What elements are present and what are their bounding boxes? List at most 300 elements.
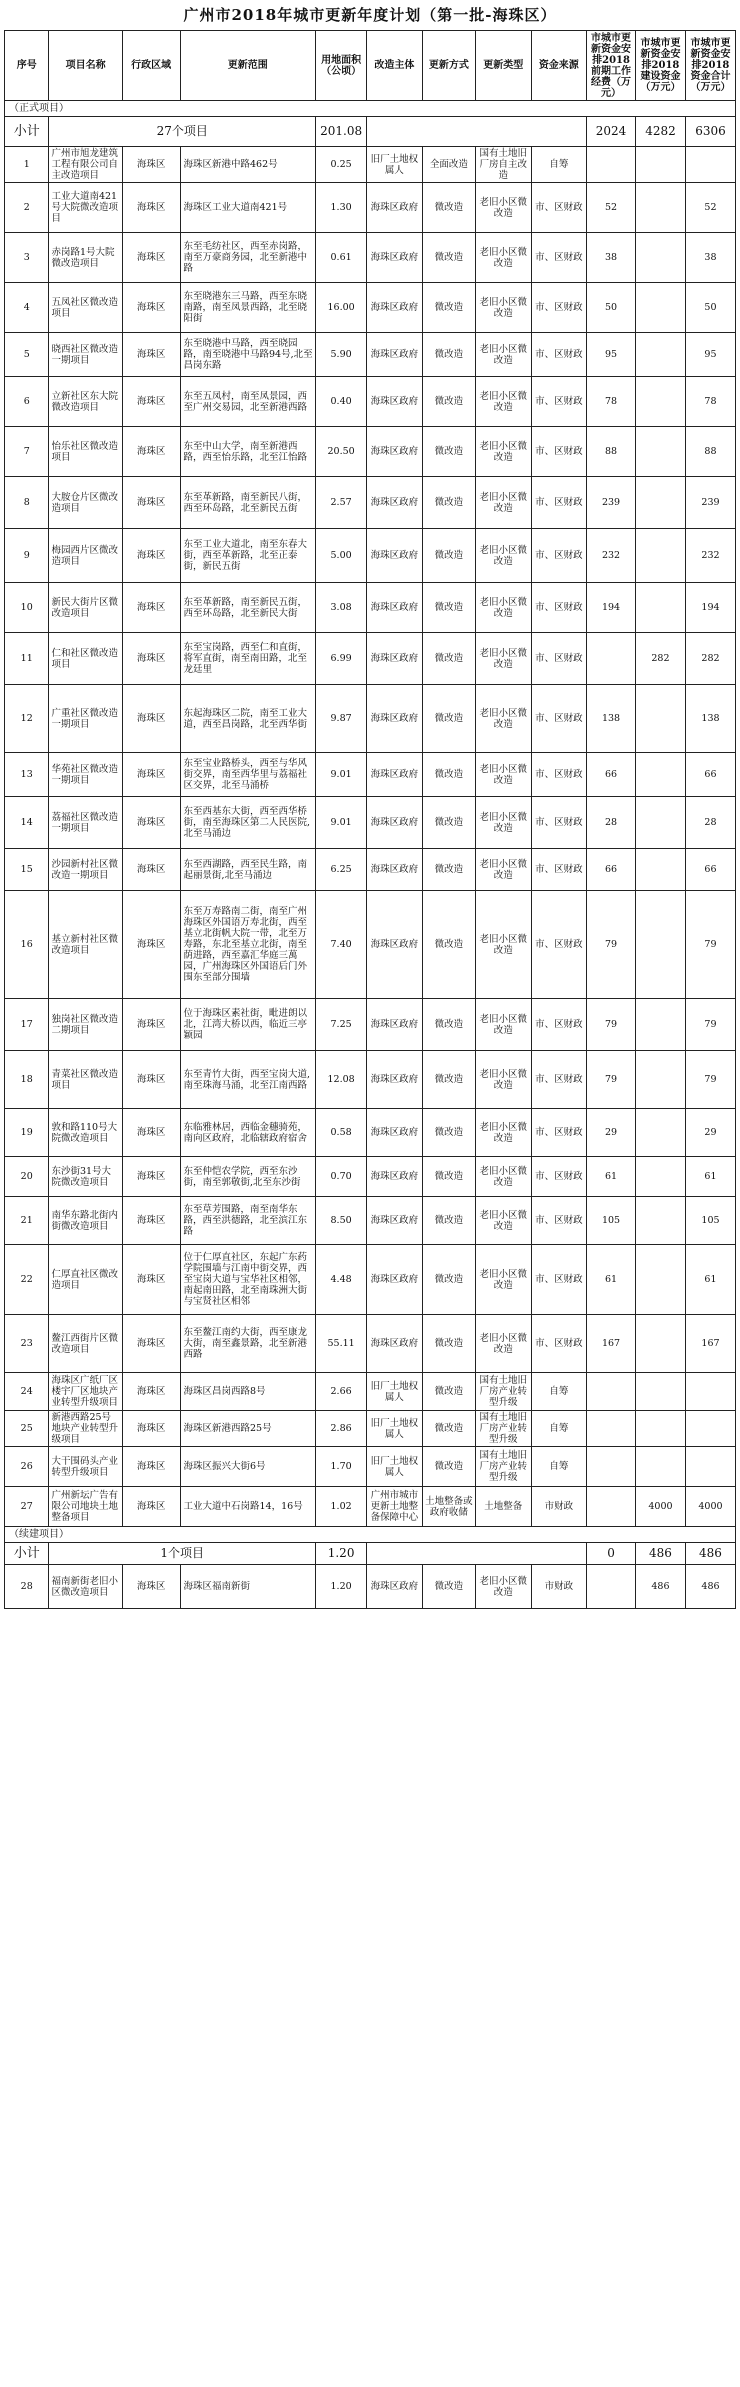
cell-fee: 232 (587, 529, 636, 583)
table-row (5, 753, 736, 797)
cell-subject: 海珠区政府 (367, 849, 423, 891)
cell-name: 五凤社区微改造项目 (49, 283, 122, 333)
cell-fund: 市、区财政 (531, 477, 587, 529)
cell-subject: 海珠区政府 (367, 583, 423, 633)
cell-subject: 海珠区政府 (367, 1315, 423, 1373)
cell-type: 老旧小区微改造 (476, 685, 532, 753)
cell-subject: 海珠区政府 (367, 1157, 423, 1197)
cell-fund: 市、区财政 (531, 377, 587, 427)
cell-method: 微改造 (422, 183, 475, 233)
cell-type: 老旧小区微改造 (476, 477, 532, 529)
cell-fee: 167 (587, 1315, 636, 1373)
cell-total: 78 (685, 377, 735, 427)
cell-subject: 海珠区政府 (367, 1565, 423, 1609)
cell-fund: 自筹 (531, 1447, 587, 1487)
cell-method: 微改造 (422, 1157, 475, 1197)
cell-scope: 东至宝岗路，西至仁和直街，将军直街，南至南田路，北至龙廷里 (180, 633, 316, 685)
cell-scope: 东至西湖路，西至民生路，南起丽景街,北至马涌边 (180, 849, 316, 891)
cell-district: 海珠区 (122, 849, 180, 891)
cell-district: 海珠区 (122, 1051, 180, 1109)
cell-build (635, 1411, 685, 1447)
cell-build (635, 1109, 685, 1157)
cell-subject: 海珠区政府 (367, 183, 423, 233)
cell-fund: 市、区财政 (531, 891, 587, 999)
cell-name: 大胺仓片区微改造项目 (49, 477, 122, 529)
section-label: （续建项目） (5, 1527, 736, 1543)
header-cell: 行政区域 (122, 31, 180, 101)
section-label: （正式项目） (5, 101, 736, 117)
cell-district: 海珠区 (122, 891, 180, 999)
cell-subject: 海珠区政府 (367, 1197, 423, 1245)
cell-subject: 海珠区政府 (367, 529, 423, 583)
cell-type: 国有土地旧厂房产业转型升级 (476, 1373, 532, 1411)
section-header-row (5, 101, 736, 117)
cell-area: 6.25 (316, 849, 367, 891)
cell-area: 9.87 (316, 685, 367, 753)
cell-total: 486 (685, 1565, 735, 1609)
cell-district: 海珠区 (122, 797, 180, 849)
table-row (5, 1157, 736, 1197)
cell-scope: 东至西基东大街，西至西华桥街，南至海珠区第二人民医院,北至马涌边 (180, 797, 316, 849)
cell-type: 国有土地旧厂房产业转型升级 (476, 1447, 532, 1487)
cell-total: 66 (685, 753, 735, 797)
cell-method: 微改造 (422, 1315, 475, 1373)
cell-area: 0.58 (316, 1109, 367, 1157)
cell-fee (587, 1565, 636, 1609)
cell-scope: 东临雅林居，西临金穗骑苑，南向区政府，北临辖政府宿舍 (180, 1109, 316, 1157)
cell-type: 老旧小区微改造 (476, 183, 532, 233)
subtotal-total: 486 (685, 1543, 735, 1565)
cell-type: 老旧小区微改造 (476, 233, 532, 283)
cell-total: 79 (685, 1051, 735, 1109)
cell-no: 3 (5, 233, 49, 283)
cell-build (635, 1157, 685, 1197)
cell-scope: 海珠区新港中路462号 (180, 147, 316, 183)
cell-scope: 东至中山大学，南至新港西路，西至怡乐路，北至江怡路 (180, 427, 316, 477)
cell-name: 南华东路北街内街微改造项目 (49, 1197, 122, 1245)
cell-area: 0.61 (316, 233, 367, 283)
cell-scope: 东至革新路，南至新民八街，西至环岛路，北至新民五街 (180, 477, 316, 529)
cell-fund: 市、区财政 (531, 1197, 587, 1245)
cell-no: 13 (5, 753, 49, 797)
cell-name: 广州新坛广告有限公司地块土地整备项目 (49, 1487, 122, 1527)
header-cell: 资金来源 (531, 31, 587, 101)
cell-fee: 95 (587, 333, 636, 377)
cell-fee: 239 (587, 477, 636, 529)
cell-type: 老旧小区微改造 (476, 797, 532, 849)
cell-no: 25 (5, 1411, 49, 1447)
cell-district: 海珠区 (122, 1447, 180, 1487)
cell-fee: 52 (587, 183, 636, 233)
subtotal-row (5, 1543, 736, 1565)
table-row (5, 1447, 736, 1487)
cell-fee (587, 1447, 636, 1487)
cell-build (635, 477, 685, 529)
cell-build (635, 1447, 685, 1487)
cell-method: 微改造 (422, 1197, 475, 1245)
cell-total: 61 (685, 1157, 735, 1197)
cell-subject: 海珠区政府 (367, 685, 423, 753)
cell-fee: 138 (587, 685, 636, 753)
cell-district: 海珠区 (122, 1411, 180, 1447)
cell-area: 7.25 (316, 999, 367, 1051)
cell-district: 海珠区 (122, 147, 180, 183)
cell-no: 12 (5, 685, 49, 753)
cell-method: 微改造 (422, 477, 475, 529)
cell-build (635, 283, 685, 333)
cell-method: 全面改造 (422, 147, 475, 183)
cell-area: 2.86 (316, 1411, 367, 1447)
cell-method: 微改造 (422, 685, 475, 753)
table-row (5, 427, 736, 477)
cell-name: 新民大街片区微改造项目 (49, 583, 122, 633)
cell-total: 61 (685, 1245, 735, 1315)
cell-method: 微改造 (422, 797, 475, 849)
cell-method: 微改造 (422, 1245, 475, 1315)
cell-build (635, 849, 685, 891)
cell-scope: 东至草芳围路，南至南华东路，西至洪德路，北至滨江东路 (180, 1197, 316, 1245)
cell-build (635, 233, 685, 283)
cell-no: 21 (5, 1197, 49, 1245)
cell-area: 1.20 (316, 1565, 367, 1609)
cell-type: 老旧小区微改造 (476, 377, 532, 427)
cell-type: 老旧小区微改造 (476, 999, 532, 1051)
cell-type: 老旧小区微改造 (476, 529, 532, 583)
cell-name: 梅园西片区微改造项目 (49, 529, 122, 583)
header-cell: 用地面积（公顷） (316, 31, 367, 101)
cell-name: 敦和路110号大院微改造项目 (49, 1109, 122, 1157)
cell-subject: 海珠区政府 (367, 283, 423, 333)
cell-subject: 海珠区政府 (367, 427, 423, 477)
cell-build (635, 1245, 685, 1315)
cell-method: 微改造 (422, 1447, 475, 1487)
cell-area: 7.40 (316, 891, 367, 999)
cell-district: 海珠区 (122, 427, 180, 477)
cell-fee: 50 (587, 283, 636, 333)
cell-total: 29 (685, 1109, 735, 1157)
cell-no: 6 (5, 377, 49, 427)
cell-area: 5.90 (316, 333, 367, 377)
header-cell: 市城市更新资金安排2018建设资金（万元） (635, 31, 685, 101)
cell-no: 5 (5, 333, 49, 377)
cell-build (635, 891, 685, 999)
cell-scope: 位于仁厚直社区，东起广东药学院围墙与江南中街交界，西至宝岗大道与宝华社区相邻，南起南田路，北至南珠洲大街与宝贤社区相邻 (180, 1245, 316, 1315)
cell-fund: 市、区财政 (531, 1315, 587, 1373)
cell-subject: 海珠区政府 (367, 753, 423, 797)
cell-method: 微改造 (422, 891, 475, 999)
cell-build: 486 (635, 1565, 685, 1609)
cell-method: 微改造 (422, 849, 475, 891)
cell-total (685, 1373, 735, 1411)
table-row (5, 1197, 736, 1245)
cell-fee (587, 1487, 636, 1527)
cell-fund: 市、区财政 (531, 233, 587, 283)
cell-subject: 海珠区政府 (367, 333, 423, 377)
cell-name: 青菜社区微改造项目 (49, 1051, 122, 1109)
cell-area: 0.25 (316, 147, 367, 183)
table-row (5, 1565, 736, 1609)
table-body (5, 101, 736, 1609)
cell-method: 微改造 (422, 1109, 475, 1157)
cell-area: 16.00 (316, 283, 367, 333)
cell-type: 老旧小区微改造 (476, 891, 532, 999)
cell-fee: 105 (587, 1197, 636, 1245)
table-row (5, 477, 736, 529)
cell-subject: 旧厂土地权属人 (367, 1411, 423, 1447)
table-row (5, 183, 736, 233)
cell-area: 55.11 (316, 1315, 367, 1373)
cell-total: 28 (685, 797, 735, 849)
cell-build (635, 333, 685, 377)
cell-method: 微改造 (422, 1565, 475, 1609)
cell-fee: 194 (587, 583, 636, 633)
cell-scope: 东至青竹大街，西至宝岗大道,南至珠海马涌，北至江南西路 (180, 1051, 316, 1109)
cell-type: 老旧小区微改造 (476, 1315, 532, 1373)
cell-subject: 广州市城市更新土地整备保障中心 (367, 1487, 423, 1527)
cell-no: 1 (5, 147, 49, 183)
subtotal-build: 486 (635, 1543, 685, 1565)
cell-type: 国有土地旧厂房产业转型升级 (476, 1411, 532, 1447)
cell-name: 基立新村社区微改造项目 (49, 891, 122, 999)
cell-fund: 市、区财政 (531, 753, 587, 797)
cell-area: 5.00 (316, 529, 367, 583)
cell-fee: 38 (587, 233, 636, 283)
table-row (5, 1487, 736, 1527)
subtotal-count: 27个项目 (49, 117, 316, 147)
cell-fund: 市、区财政 (531, 283, 587, 333)
table-row (5, 1245, 736, 1315)
header-cell: 市城市更新资金安排2018资金合计（万元） (685, 31, 735, 101)
cell-name: 怡乐社区微改造项目 (49, 427, 122, 477)
cell-fund: 市、区财政 (531, 999, 587, 1051)
cell-method: 微改造 (422, 1411, 475, 1447)
cell-scope: 工业大道中石岗路14，16号 (180, 1487, 316, 1527)
cell-district: 海珠区 (122, 1245, 180, 1315)
cell-area: 9.01 (316, 797, 367, 849)
cell-subject: 海珠区政府 (367, 1051, 423, 1109)
cell-method: 微改造 (422, 529, 475, 583)
cell-scope: 东至工业大道北，南至东春大街，西至革新路，北至正泰街，新民五街 (180, 529, 316, 583)
cell-no: 4 (5, 283, 49, 333)
cell-total (685, 147, 735, 183)
cell-method: 微改造 (422, 999, 475, 1051)
table-row (5, 283, 736, 333)
cell-scope: 海珠区新港西路25号 (180, 1411, 316, 1447)
cell-fund: 市财政 (531, 1487, 587, 1527)
cell-no: 16 (5, 891, 49, 999)
cell-district: 海珠区 (122, 333, 180, 377)
cell-scope: 海珠区福南新街 (180, 1565, 316, 1609)
cell-build (635, 753, 685, 797)
cell-no: 8 (5, 477, 49, 529)
cell-build (635, 1373, 685, 1411)
cell-no: 11 (5, 633, 49, 685)
table-row (5, 1411, 736, 1447)
cell-name: 鳌江西街片区微改造项目 (49, 1315, 122, 1373)
cell-total: 38 (685, 233, 735, 283)
cell-district: 海珠区 (122, 477, 180, 529)
cell-fund: 自筹 (531, 1411, 587, 1447)
cell-scope: 东至鳌江南约大街，西至康龙大街，南至鑫景路，北至新港西路 (180, 1315, 316, 1373)
cell-no: 10 (5, 583, 49, 633)
table-row (5, 633, 736, 685)
table-row (5, 849, 736, 891)
cell-build (635, 529, 685, 583)
page (4, 0, 736, 1609)
cell-fund: 自筹 (531, 1373, 587, 1411)
cell-subject: 海珠区政府 (367, 1245, 423, 1315)
cell-area: 9.01 (316, 753, 367, 797)
header-cell: 市城市更新资金安排2018前期工作经费（万元） (587, 31, 636, 101)
cell-method: 微改造 (422, 233, 475, 283)
cell-name: 荔福社区微改造一期项目 (49, 797, 122, 849)
cell-method: 微改造 (422, 633, 475, 685)
cell-total: 194 (685, 583, 735, 633)
cell-area: 0.40 (316, 377, 367, 427)
cell-build (635, 999, 685, 1051)
cell-total: 79 (685, 891, 735, 999)
cell-scope: 东至毛纺社区，西至赤岗路，南至万豪商务园，北至新港中路 (180, 233, 316, 283)
cell-total: 105 (685, 1197, 735, 1245)
cell-build (635, 1197, 685, 1245)
cell-total: 167 (685, 1315, 735, 1373)
cell-area: 4.48 (316, 1245, 367, 1315)
cell-fund: 市、区财政 (531, 333, 587, 377)
cell-build: 282 (635, 633, 685, 685)
table-row (5, 147, 736, 183)
cell-area: 0.70 (316, 1157, 367, 1197)
cell-type: 老旧小区微改造 (476, 1245, 532, 1315)
cell-no: 18 (5, 1051, 49, 1109)
cell-district: 海珠区 (122, 583, 180, 633)
cell-name: 仁和社区微改造项目 (49, 633, 122, 685)
cell-district: 海珠区 (122, 1109, 180, 1157)
cell-method: 微改造 (422, 377, 475, 427)
cell-area: 1.02 (316, 1487, 367, 1527)
cell-area: 1.30 (316, 183, 367, 233)
cell-total: 66 (685, 849, 735, 891)
subtotal-fee: 2024 (587, 117, 636, 147)
cell-no: 27 (5, 1487, 49, 1527)
cell-subject: 海珠区政府 (367, 891, 423, 999)
cell-district: 海珠区 (122, 1157, 180, 1197)
cell-total: 50 (685, 283, 735, 333)
cell-area: 6.99 (316, 633, 367, 685)
cell-name: 海珠区广纸厂区楼宇厂区地块产业转型升级项目 (49, 1373, 122, 1411)
cell-name: 华苑社区微改造一期项目 (49, 753, 122, 797)
cell-no: 9 (5, 529, 49, 583)
cell-total: 52 (685, 183, 735, 233)
header-cell: 序号 (5, 31, 49, 101)
cell-fee: 28 (587, 797, 636, 849)
cell-method: 微改造 (422, 583, 475, 633)
cell-build (635, 147, 685, 183)
cell-method: 微改造 (422, 1051, 475, 1109)
cell-total: 282 (685, 633, 735, 685)
table-row (5, 1373, 736, 1411)
cell-build (635, 797, 685, 849)
cell-no: 2 (5, 183, 49, 233)
cell-method: 土地整备或政府收储 (422, 1487, 475, 1527)
cell-method: 微改造 (422, 753, 475, 797)
cell-district: 海珠区 (122, 753, 180, 797)
cell-scope: 东至宝业路桥头，西至与华风街交界，南至西华里与荔福社区交界，北至马涌桥 (180, 753, 316, 797)
cell-district: 海珠区 (122, 1315, 180, 1373)
cell-fee (587, 1373, 636, 1411)
cell-scope: 位于海珠区素社街，毗进朗以北，江湾大桥以西，临近三亭颖园 (180, 999, 316, 1051)
cell-district: 海珠区 (122, 685, 180, 753)
cell-fee: 88 (587, 427, 636, 477)
cell-area: 2.57 (316, 477, 367, 529)
cell-method: 微改造 (422, 333, 475, 377)
table-row (5, 891, 736, 999)
table-row (5, 999, 736, 1051)
cell-scope: 海珠区昌岗西路8号 (180, 1373, 316, 1411)
cell-subject: 海珠区政府 (367, 233, 423, 283)
cell-name: 立新社区东大院微改造项目 (49, 377, 122, 427)
cell-subject: 海珠区政府 (367, 999, 423, 1051)
subtotal-area: 201.08 (316, 117, 367, 147)
header-cell: 更新类型 (476, 31, 532, 101)
cell-total: 79 (685, 999, 735, 1051)
cell-total: 4000 (685, 1487, 735, 1527)
table-row (5, 685, 736, 753)
cell-district: 海珠区 (122, 1197, 180, 1245)
cell-scope: 东至五凤村，南至凤景园，西至广州交易园，北至新港西路 (180, 377, 316, 427)
cell-no: 7 (5, 427, 49, 477)
empty-cell (367, 117, 587, 147)
cell-scope: 东至晓港中马路，西至晓园路，南至晓港中马路94号,北至昌岗东路 (180, 333, 316, 377)
cell-fee (587, 633, 636, 685)
cell-type: 老旧小区微改造 (476, 1197, 532, 1245)
cell-fee (587, 1411, 636, 1447)
cell-no: 26 (5, 1447, 49, 1487)
cell-type: 老旧小区微改造 (476, 427, 532, 477)
cell-build (635, 1051, 685, 1109)
cell-build (635, 427, 685, 477)
cell-fee: 61 (587, 1245, 636, 1315)
header-cell: 更新方式 (422, 31, 475, 101)
cell-no: 14 (5, 797, 49, 849)
cell-build (635, 377, 685, 427)
cell-name: 仁厚直社区微改造项目 (49, 1245, 122, 1315)
cell-fee: 66 (587, 753, 636, 797)
cell-name: 沙园新村社区微改造一期项目 (49, 849, 122, 891)
cell-district: 海珠区 (122, 377, 180, 427)
cell-scope: 海珠区工业大道南421号 (180, 183, 316, 233)
cell-fund: 市、区财政 (531, 685, 587, 753)
table-row (5, 1051, 736, 1109)
cell-name: 大干围码头产业转型升级项目 (49, 1447, 122, 1487)
cell-no: 22 (5, 1245, 49, 1315)
cell-fund: 市、区财政 (531, 849, 587, 891)
cell-type: 老旧小区微改造 (476, 1157, 532, 1197)
header-cell: 更新范围 (180, 31, 316, 101)
subtotal-label: 小计 (5, 117, 49, 147)
cell-fund: 市、区财政 (531, 1245, 587, 1315)
cell-fund: 市、区财政 (531, 583, 587, 633)
cell-scope: 东起海珠区二院，南至工业大道，西至昌岗路，北至西华街 (180, 685, 316, 753)
cell-district: 海珠区 (122, 183, 180, 233)
cell-district: 海珠区 (122, 999, 180, 1051)
cell-scope: 东至革新路，南至新民五街，西至环岛路，北至新民大街 (180, 583, 316, 633)
subtotal-area: 1.20 (316, 1543, 367, 1565)
cell-total: 239 (685, 477, 735, 529)
cell-type: 老旧小区微改造 (476, 1051, 532, 1109)
cell-name: 新港西路25号地块产业转型升级项目 (49, 1411, 122, 1447)
cell-method: 微改造 (422, 427, 475, 477)
cell-no: 17 (5, 999, 49, 1051)
